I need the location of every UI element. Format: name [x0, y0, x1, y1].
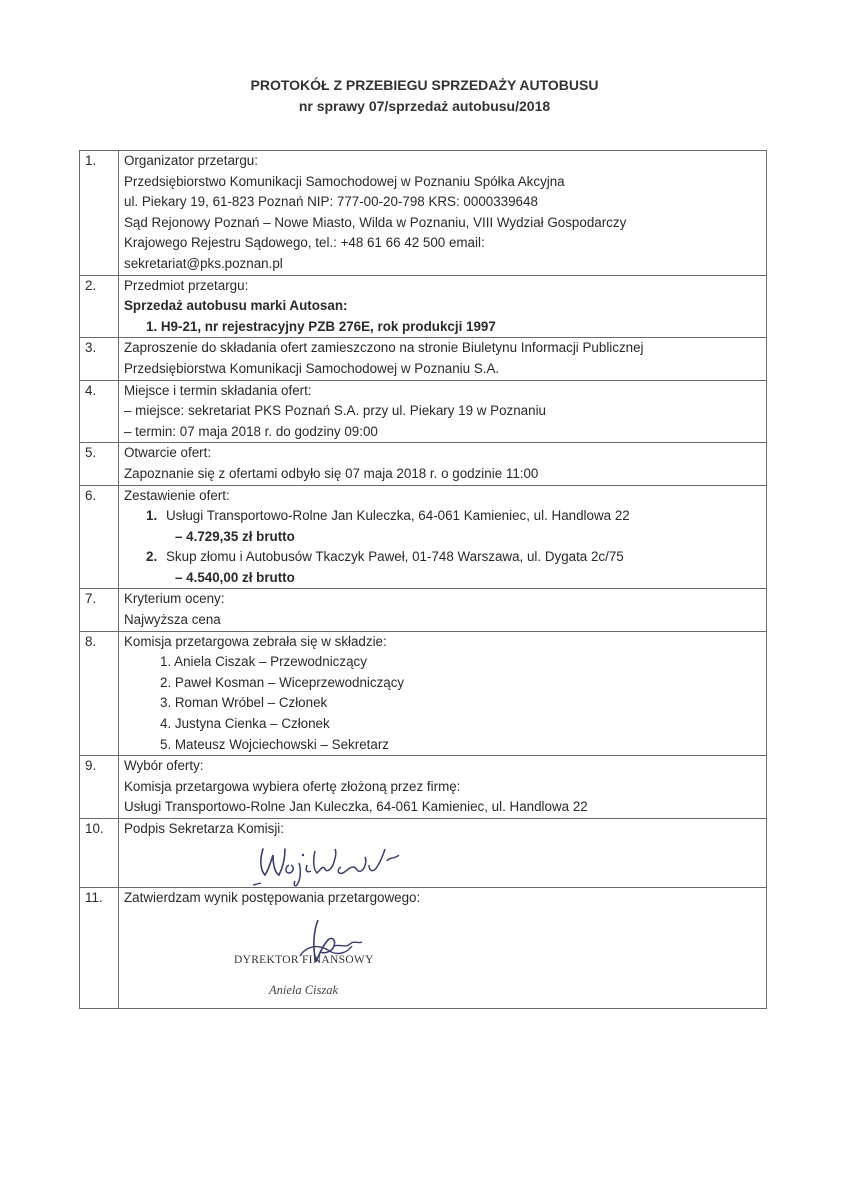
criterion-text: Najwyższa cena	[124, 612, 221, 628]
document-title: PROTOKÓŁ Z PRZEBIEGU SPRZEDAŻY AUTOBUSU	[250, 77, 599, 93]
organizer-line: Sąd Rejonowy Poznań – Nowe Miasto, Wilda w Poznaniu, VIII Wydział Gospodarczy	[124, 214, 627, 230]
invitation-line: Zaproszenie do składania ofert zamieszczono na stronie Biuletynu Informacji Publicznej	[124, 340, 644, 356]
offer-company	[124, 547, 762, 568]
offer-company-text: Skup złomu i Autobusów Tkaczyk Paweł, 01-748 Warszawa, ul. Dygata 2c/75	[166, 549, 624, 565]
subject-cell	[119, 275, 767, 338]
committee-member: 2. Paweł Kosman – Wiceprzewodniczący	[160, 674, 405, 690]
case-number: nr sprawy 07/sprzedaż autobusu/2018	[298, 98, 551, 114]
selection-line: Usługi Transportowo-Rolne Jan Kuleczka, 64-061 Kamieniec, ul. Handlowa 22	[124, 799, 588, 815]
subject-item: 1. H9-21, nr rejestracyjny PZB 276E, rok produkcji 1997	[146, 318, 496, 334]
opening-cell	[119, 443, 767, 485]
offer-company-text: Usługi Transportowo-Rolne Jan Kuleczka, 64-061 Kamieniec, ul. Handlowa 22	[166, 508, 630, 524]
table-row	[80, 443, 767, 485]
row-number: 10.	[80, 819, 119, 888]
row-label: Otwarcie ofert:	[124, 445, 212, 461]
offer-company	[124, 506, 762, 527]
approval-cell	[119, 888, 767, 1009]
offer-number: 2.	[146, 549, 158, 565]
place-time-cell	[119, 380, 767, 443]
director-signature	[294, 916, 374, 976]
row-label: Podpis Sekretarza Komisji:	[124, 821, 285, 836]
secretary-signature-cell	[119, 819, 767, 888]
time-line: – termin: 07 maja 2018 r. do godziny 09:00	[124, 423, 378, 439]
organizer-line: sekretariat@pks.poznan.pl	[124, 255, 283, 271]
table-row	[80, 756, 767, 819]
opening-text: Zapoznanie się z ofertami odbyło się 07 maja 2018 r. o godzinie 11:00	[124, 465, 539, 481]
row-label: Zatwierdzam wynik postępowania przetargowego:	[124, 890, 421, 905]
row-number: 7.	[80, 589, 119, 631]
committee-member: 1. Aniela Ciszak – Przewodniczący	[160, 654, 367, 670]
stamp-name: Aniela Ciszak	[269, 983, 339, 997]
row-label: Organizator przetargu:	[124, 153, 258, 168]
row-number: 1.	[80, 151, 119, 276]
committee-member: 5. Mateusz Wojciechowski – Sekretarz	[160, 736, 389, 752]
row-number: 2.	[80, 275, 119, 338]
invitation-cell	[119, 338, 767, 380]
offer-number: 1.	[146, 508, 158, 524]
table-row	[80, 631, 767, 756]
row-number: 4.	[80, 380, 119, 443]
organizer-line: Przedsiębiorstwo Komunikacji Samochodowej w Poznaniu Spółka Akcyjna	[124, 173, 565, 189]
row-label: Wybór oferty:	[124, 758, 204, 774]
table-row	[80, 275, 767, 338]
offers-cell	[119, 485, 767, 589]
organizer-line: Krajowego Rejestru Sądowego, tel.: +48 61 66 42 500 email:	[124, 235, 485, 251]
organizer-line: ul. Piekary 19, 61-823 Poznań NIP: 777-00-20-798 KRS: 0000339648	[124, 194, 538, 210]
row-label: Zestawienie ofert:	[124, 487, 230, 503]
offer-amount: – 4.729,35 zł brutto	[175, 528, 295, 544]
secretary-signature	[249, 839, 439, 891]
committee-cell	[119, 631, 767, 756]
selection-line: Komisja przetargowa wybiera ofertę złożoną przez firmę:	[124, 778, 461, 794]
row-number: 6.	[80, 485, 119, 589]
row-label: Kryterium oceny:	[124, 591, 225, 607]
row-number: 3.	[80, 338, 119, 380]
row-label: Miejsce i termin składania ofert:	[124, 382, 312, 398]
row-number: 9.	[80, 756, 119, 819]
subject-text: Sprzedaż autobusu marki Autosan:	[124, 298, 348, 314]
row-label: Przedmiot przetargu:	[124, 277, 249, 293]
protocol-table	[79, 150, 767, 1009]
table-row	[80, 589, 767, 631]
row-label: Komisja przetargowa zebrała się w składzie:	[124, 633, 387, 649]
organizer-cell	[119, 151, 767, 276]
row-number: 8.	[80, 631, 119, 756]
table-row	[80, 151, 767, 276]
committee-member: 4. Justyna Cienka – Członek	[160, 716, 330, 732]
table-row	[80, 485, 767, 589]
committee-member: 3. Roman Wróbel – Członek	[160, 695, 328, 711]
table-row	[80, 888, 767, 1009]
table-row	[80, 338, 767, 380]
invitation-line: Przedsiębiorstwa Komunikacji Samochodowej w Poznaniu S.A.	[124, 360, 500, 376]
criterion-cell	[119, 589, 767, 631]
offer-amount: – 4.540,00 zł brutto	[175, 569, 295, 585]
row-number: 5.	[80, 443, 119, 485]
row-number: 11.	[80, 888, 119, 1009]
table-row	[80, 380, 767, 443]
stamp-title: DYREKTOR FINANSOWY	[234, 954, 374, 966]
selection-cell	[119, 756, 767, 819]
table-row	[80, 819, 767, 888]
place-line: – miejsce: sekretariat PKS Poznań S.A. przy ul. Piekary 19 w Poznaniu	[124, 403, 547, 419]
